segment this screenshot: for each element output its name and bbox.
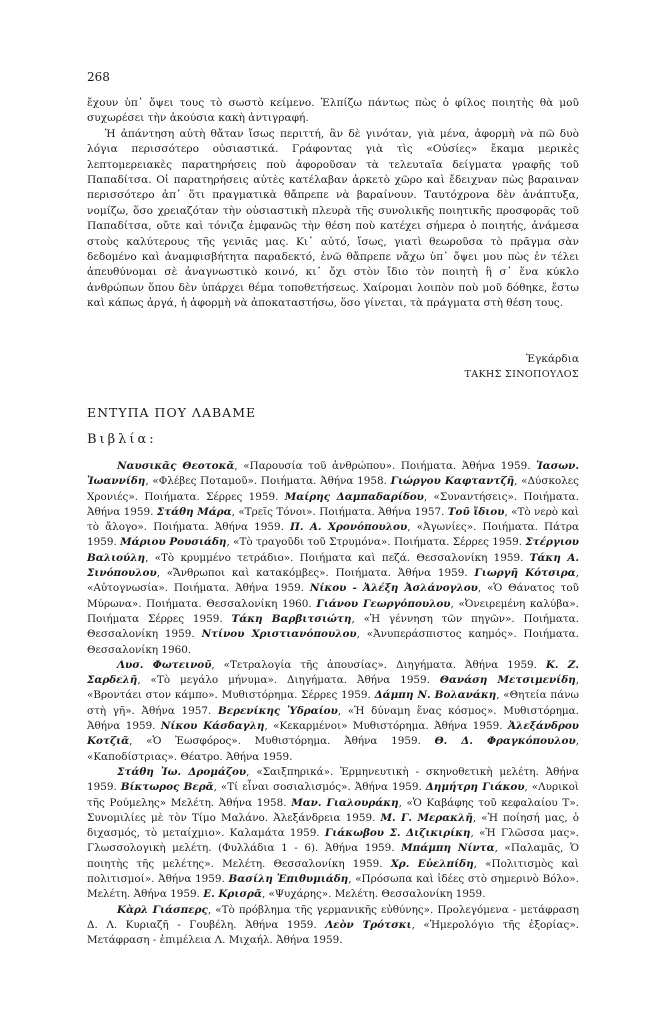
books-paragraph: Στάθη Ἰω. Δρομάζου, «Σαιξπηρικά». Ἑρμηνευτικὴ - σκηνοθετικὴ μελέτη. Ἀθήνα 1959. Βίκτωρος Βερᾶ, «Τί εἶναι σοσιαλισμός». Ἀθήνα 1959. Δημήτρη Γιάκου, «Λυρικοὶ τῆς Ρούμελης» Μελέτη. Ἀθήνα 1958. Μαν. Γιαλουράκη, «Ὁ Καβάφης τοῦ κεφαλαίου Τ». Συνομιλίες μὲ τὸν Τίμο Μαλάνο. Ἀλεξάνδρεια 1959. Μ. Γ. Μερακλῆ, «Ἡ ποίησή μας, ὁ διχασμός, τὸ μεταίχμιο». Καλαμάτα 1959. Γιάκωβου Σ. Διζικιρίκη, «Ἡ Γλῶσσα μας». Γλωσσολογικὴ μελέτη. (Φυλλάδια 1 - 6). Ἀθήνα 1959. Μπάμπη Νίντα, «Παλαμᾶς, Ὁ ποιητὴς τῆς μελέτης». Μελέτη. Θεσσαλονίκη 1959. Χρ. Εὐελπίδη, «Πολιτισμὸς καὶ πολιτισμοί». Ἀθήνα 1959. Βασίλη Ἐπιθυμιάδη, «Πρόσωπα καὶ ἰδέες στὸ σημερινὸ Βόλο». Μελέτη. Ἀθήνα 1959. Ε. Κρισρᾶ, «Ψυχάρης». Μελέτη. Θεσσαλονίκη 1959. (87, 765, 580, 901)
author-name: Γιάνου Γεωργόπουλου (316, 597, 451, 610)
page-number: 268 (87, 70, 110, 84)
author-name: Βερενίκης Ὑδραίου (218, 704, 338, 717)
author-name: Λεὸν Τρότσκι (325, 918, 412, 931)
subsection-heading: Βιβλία: (87, 432, 157, 447)
author-name: Μαίρης Δαμπαδαρίδου (284, 490, 424, 503)
author-name: Ε. Κρισρᾶ (203, 888, 262, 901)
author-name: Μάριου Ρουσιάδη (120, 536, 227, 549)
letter-paragraph: Ἡ ἀπάντηση αὐτὴ θἄταν ἴσως περιττή, ἂν δὲ γινόταν, γιὰ μένα, ἀφορμὴ νὰ πῶ δυὸ λόγια περισσότερο οὐσιαστικά. Γράφοντας γιὰ τὶς «Οὐσίες» ἔκαμα μερικὲς λεπτομερειακὲς παρατηρήσεις ποὺ ἀφοροῦσαν τὰ τελευταῖα δείγματα γραφῆς τοῦ Παπαδίτσα. Οἱ παρατηρήσεις αὐτὲς κατέλαβαν ἀρκετὸ χῶρο καὶ ἔδειχναν πὼς βαραιναν περισσότερο ἀπ᾿ ὅτι πραγματικὰ θἄπρεπε νὰ βαραίνουν. Ταυτόχρονα δὲν ἀνάπτυξα, νομίζω, ὅσο χρειαζόταν τὴν οὐσιαστικὴ πλευρὰ τῆς συνολικῆς ποιητικῆς προσφορᾶς τοῦ Παπαδίτσα, οὔτε καὶ τόνιζα ἐμφανῶς τὴν θέση ποὺ κατέχει σήμερα ὁ ποιητής, ἀνάμεσα στοὺς καλύτερους τῆς γενιᾶς μας. Κι᾿ αὐτό, ἴσως, γιατὶ θεωροῦσα τὸ πρᾶγμα σὰν δεδομένο καὶ ἀναμφισβήτητα παραδεκτό, ἐνῶ θἄπρεπε νἄχω ὑπ᾿ ὄψει μου πὼς ἐν τέλει ἀπευθύνομαι σὲ ἀναγνωστικὸ κοινό, κι᾿ ὄχι στὸν ἴδιο τὸν ποιητὴ ἢ σ᾿ ἕνα κύκλο ἀνθρώπων ὅπου δὲν ὑπάρχει θέμα τοποθετήσεως. Χαίρομαι λοιπὸν ποὺ μοῦ δόθηκε, ἔστω καὶ κάπως ἀργά, ἡ ἀφορμὴ νὰ ἀποκαταστήσω, ὅσο γίνεται, τὰ πράγματα στὴ θέση τους. (87, 127, 579, 310)
author-name: Ναυσικᾶς Θεοτοκᾶ (117, 460, 235, 472)
author-name: Βίκτωρος Βερᾶ (120, 781, 214, 794)
author-name: Τάκη Βαρβιτσιώτη (231, 612, 352, 625)
signature (465, 352, 579, 382)
author-name: Μπάμπη Νίντα (401, 842, 495, 855)
author-name: Βασίλη Ἐπιθυμιάδη (228, 873, 349, 886)
author-name: Π. Α. Χρονόπουλου (290, 521, 408, 534)
author-name: Λυσ. Φωτεινοῦ (117, 658, 212, 671)
books-paragraph: Ναυσικᾶς Θεοτοκᾶ, «Παρουσία τοῦ ἀνθρώπου». Ποιήματα. Ἀθήνα 1959. Ἰασων. Ἰωαννίδη, «Φλέβες Ποταμοῦ». Ποιήματα. Ἀθήνα 1958. Γιώργου Καφταντζῆ, «Δύσκολες Χρονιές». Ποιήματα. Σέρρες 1959. Μαίρης Δαμπαδαρίδου, «Συναντήσεις». Ποιήματα. Ἀθήνα 1959. Στάθη Μάρα, «Τρεῖς Τόνοι». Ποιήματα. Ἀθήνα 1957. Τοῦ ἴδιου, «Τὸ νερὸ καὶ τὸ ἄλογο». Ποιήματα. Ἀθήνα 1959. Π. Α. Χρονόπουλου, «Ἀγωνίες». Ποιήματα. Πάτρα 1959. Μάριου Ρουσιάδη, «Τὸ τραγοῦδι τοῦ Στρυμόνα». Ποιήματα. Σέρρες 1959. Στέργιου Βαλιούλη, «Τὸ κρυμμένο τετράδιο». Ποιήματα καὶ πεζά. Θεσσαλονίκη 1959. Τάκη Α. Σινόπουλου, «Ἄνθρωποι καὶ κατακόμβες». Ποιήματα. Ἀθήνα 1959. Γιωργῆ Κότσιρα, «Αὐτογνωσία». Ποιήματα. Ἀθήνα 1959. Νίκου - Ἀλέξη Ἀσλάνογλου, «Ὁ Θάνατος τοῦ Μύρωνα». Ποιήματα. Θεσσαλονίκη 1960. Γιάνου Γεωργόπουλου, «Ὀνειρεμένη καλύβα». Ποιήματα Σέρρες 1959. Τάκη Βαρβιτσιώτη, «Ἡ γέννηση τῶν πηγῶν». Ποιήματα. Θεσσαλονίκη 1959. Ντίνου Χριστιανόπουλου, «Ἀνυπεράσπιστος καημός». Ποιήματα. Θεσσαλονίκη 1960. (87, 460, 580, 656)
author-name: Στέργιου Βαλιούλη (87, 536, 579, 564)
signature-name: ΤΑΚΗΣ ΣΙΝΟΠΟΥΛΟΣ (464, 369, 579, 380)
author-name: Κὰρλ Γιάσπερς (117, 903, 208, 916)
author-name: Τάκη Α. Σινόπουλου (87, 551, 580, 580)
author-name: Δάμπη Ν. Βολανάκη (374, 689, 497, 702)
author-name: Θανάση Μετσιμενίδη (439, 674, 576, 687)
author-name: Γιώργου Καφταντζῆ (390, 475, 515, 488)
author-name: Νίκου Κάσδαγλη (160, 720, 265, 733)
letter-paragraph: ἔχουν ὑπ᾿ ὄψει τους τὸ σωστὸ κείμενο. Ἐλπίζω πάντως πὼς ὁ φίλος ποιητὴς θὰ μοῦ συχωρέσει τὴν ἀκούσια κακὴ ἀντιγραφή. (87, 97, 579, 125)
author-name: Ἰασων. Ἰωαννίδη (87, 460, 580, 488)
author-name: Χρ. Εὐελπίδη (390, 857, 474, 870)
author-name: Νίκου - Ἀλέξη Ἀσλάνογλου (309, 582, 478, 595)
signature-closing: Ἐγκάρδια (525, 353, 579, 365)
books-paragraph: Λυσ. Φωτεινοῦ, «Τετραλογία τῆς ἀπουσίας». Διηγήματα. Ἀθήνα 1959. Κ. Ζ. Σαρδελῆ, «Τὸ μεγάλο μήνυμα». Διηγήματα. Ἀθήνα 1959. Θανάση Μετσιμενίδη, «Βροντάει στον κάμπο». Μυθιστόρημα. Σέρρες 1959. Δάμπη Ν. Βολανάκη, «Θητεία πάνω στὴ γῆ». Ἀθήνα 1957. Βερενίκης Ὑδραίου, «Ἡ δύναμη ἕνας κόσμος». Μυθιστόρημα. Ἀθήνα 1959. Νίκου Κάσδαγλη, «Κεκαρμένοι» Μυθιστόρημα. Ἀθήνα 1959. Ἀλεξάνδρου Κοτζιᾶ, «Ὁ Ἐωσφόρος». Μυθιστόρημα. Ἀθήνα 1959. Θ. Δ. Φραγκόπουλου, «Καποδίστριας». Θέατρο. Ἀθήνα 1959. (87, 658, 580, 763)
author-name: Ντίνου Χριστιανόπουλου (201, 628, 357, 641)
author-name: Γιάκωβου Σ. Διζικιρίκη (324, 827, 471, 840)
books-paragraph: Κὰρλ Γιάσπερς, «Τὸ πρόβλημα τῆς γερμανικῆς εὐθύνης». Προλεγόμενα - μετάφραση Δ. Λ. Κυριαζῆ - Γουβέλη. Ἀθήνα 1959. Λεὸν Τρότσκι, «Ἡμερολόγιο τῆς ἐξορίας». Μετάφραση - ἐπιμέλεια Λ. Μιχαήλ. Ἀθήνα 1959. (87, 903, 580, 947)
author-name: Δημήτρη Γιάκου (425, 781, 525, 794)
author-name: Στάθη Ἰω. Δρομάζου (117, 765, 247, 778)
author-name: Κ. Ζ. Σαρδελῆ (87, 658, 579, 687)
author-name: Μ. Γ. Μερακλῆ (380, 811, 473, 824)
letter-text (87, 96, 579, 312)
author-name: Θ. Δ. Φραγκόπουλου (434, 735, 576, 748)
section-heading: ΕΝΤΥΠΑ ΠΟΥ ΛΑΒΑΜΕ (87, 405, 257, 420)
author-name: Ἀλεξάνδρου Κοτζιᾶ (87, 720, 580, 748)
author-name: Μαν. Γιαλουράκη (291, 796, 399, 809)
author-name: Τοῦ ἴδιου (447, 505, 505, 518)
author-name: Στάθη Μάρα (156, 505, 232, 518)
author-name: Γιωργῆ Κότσιρα (474, 567, 576, 580)
received-books-list (87, 459, 579, 949)
